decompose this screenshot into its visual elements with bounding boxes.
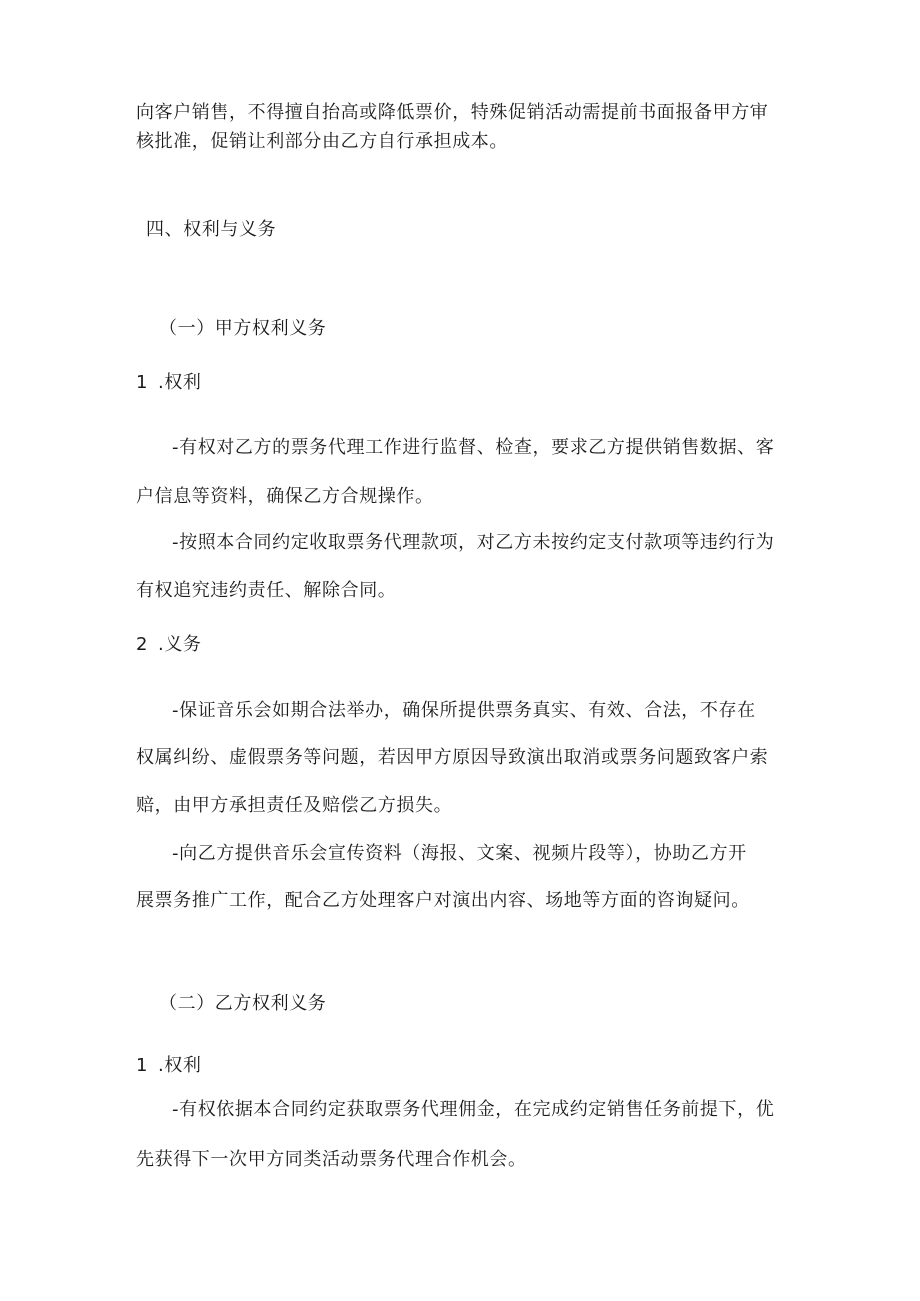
party-a-rights-item-2-line-1: -按照本合同约定收取票务代理款项，对乙方未按约定支付款项等违约行为 — [172, 532, 775, 553]
party-b-rights-number: 1 — [136, 1055, 149, 1076]
party-a-duties-item-2-line-2: 展票务推广工作，配合乙方处理客户对演出内容、场地等方面的咨询疑问。 — [136, 890, 750, 911]
party-a-duties-item-1-line-2: 权属纠纷、虚假票务等问题，若因甲方原因导致演出取消或票务问题致客户索 — [136, 747, 769, 768]
party-b-rights-item-1-line-1: -有权依据本合同约定获取票务代理佣金，在完成约定销售任务前提下，优 — [172, 1099, 775, 1120]
party-b-rights-heading — [136, 1053, 202, 1079]
party-a-duties-item-1-line-1: -保证音乐会如期合法举办，确保所提供票务真实、有效、合法，不存在 — [172, 700, 756, 721]
party-a-rights-label: .权利 — [158, 372, 202, 393]
party-a-rights-heading — [136, 370, 202, 396]
intro-line-1: 向客户销售，不得擅自抬高或降低票价，特殊促销活动需提前书面报备甲方审 — [136, 102, 769, 123]
party-a-duties-heading — [136, 632, 202, 658]
party-b-rights-label: .权利 — [158, 1055, 202, 1076]
party-a-duties-item-1-line-3: 赔，由甲方承担责任及赔偿乙方损失。 — [136, 795, 453, 816]
party-a-duties-label: .义务 — [158, 634, 202, 655]
section-heading: 四、权利与义务 — [146, 219, 277, 240]
party-b-heading: （二）乙方权利义务 — [159, 993, 327, 1014]
party-a-duties-number: 2 — [136, 634, 149, 655]
party-b-rights-item-1-line-2: 先获得下一次甲方同类活动票务代理合作机会。 — [136, 1149, 527, 1170]
party-a-rights-item-2-line-2: 有权追究违约责任、解除合同。 — [136, 580, 397, 601]
party-a-heading: （一）甲方权利义务 — [159, 318, 327, 339]
party-a-rights-item-1-line-1: -有权对乙方的票务代理工作进行监督、检查，要求乙方提供销售数据、客 — [172, 437, 775, 458]
intro-line-2: 核批准，促销让利部分由乙方自行承担成本。 — [136, 131, 508, 152]
party-a-duties-item-2-line-1: -向乙方提供音乐会宣传资料（海报、文案、视频片段等），协助乙方开 — [172, 843, 747, 864]
party-a-rights-number: 1 — [136, 372, 149, 393]
party-a-rights-item-1-line-2: 户信息等资料，确保乙方合规操作。 — [136, 486, 434, 507]
